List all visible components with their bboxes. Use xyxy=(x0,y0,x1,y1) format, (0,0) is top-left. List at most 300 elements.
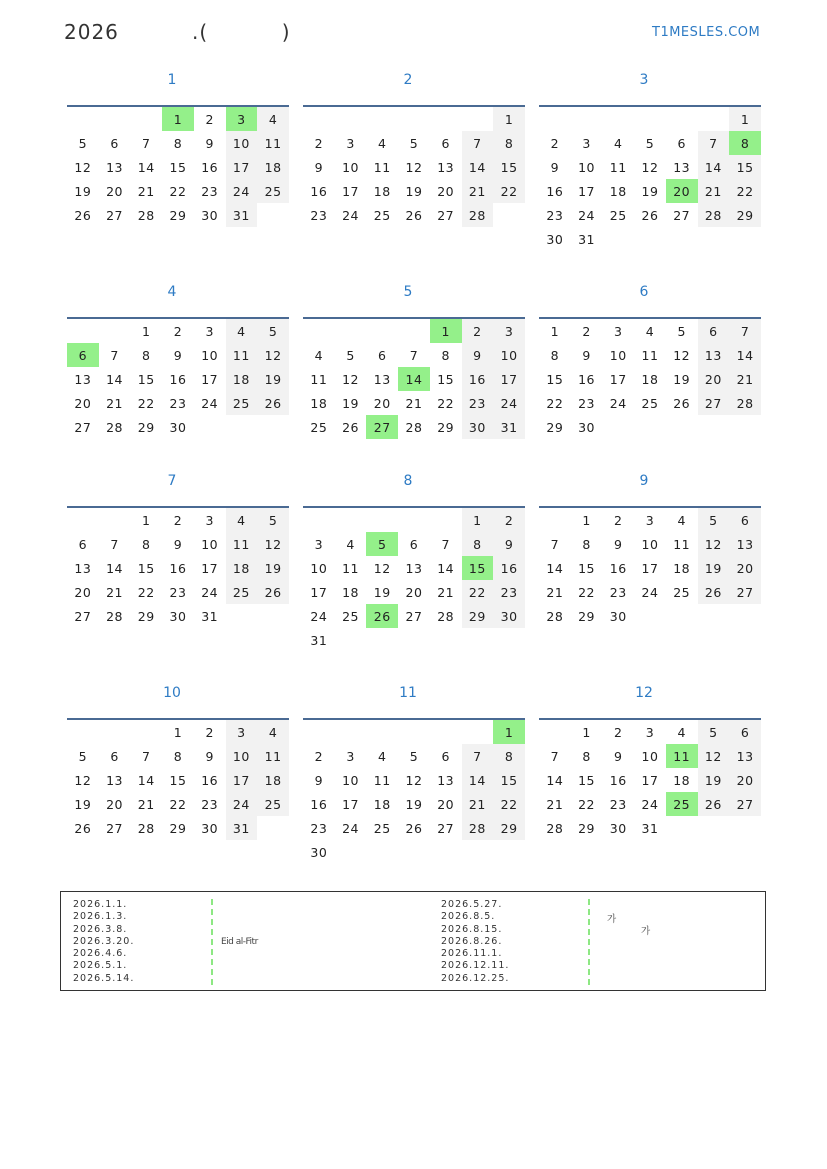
day-cell[interactable]: 10 xyxy=(342,159,359,175)
day-cell[interactable]: 29 xyxy=(462,604,494,628)
day-cell[interactable]: 22 xyxy=(137,584,155,600)
day-cell[interactable]: 22 xyxy=(578,796,595,812)
day-cell[interactable]: 6 xyxy=(78,536,88,552)
day-cell[interactable]: 12 xyxy=(257,343,289,367)
day-cell[interactable]: 22 xyxy=(437,395,455,411)
day-cell[interactable]: 27 xyxy=(106,207,123,223)
day-cell[interactable]: 11 xyxy=(257,131,289,155)
day-cell[interactable]: 6 xyxy=(441,135,450,151)
day-cell[interactable]: 6 xyxy=(409,536,419,552)
day-cell[interactable]: 21 xyxy=(437,584,455,600)
day-cell[interactable]: 4 xyxy=(346,536,355,552)
day-cell[interactable]: 27 xyxy=(673,207,691,223)
day-cell[interactable]: 10 xyxy=(342,772,359,788)
day-cell[interactable]: 26 xyxy=(257,391,289,415)
day-cell[interactable]: 25 xyxy=(373,207,391,223)
day-cell[interactable]: 26 xyxy=(74,820,92,836)
day-cell[interactable]: 9 xyxy=(173,347,183,363)
day-cell[interactable]: 5 xyxy=(78,135,88,151)
day-cell[interactable]: 29 xyxy=(137,608,155,624)
day-cell[interactable]: 13 xyxy=(729,532,761,556)
day-cell[interactable]: 17 xyxy=(342,183,359,199)
day-cell[interactable]: 5 xyxy=(677,323,686,339)
day-cell[interactable]: 3 xyxy=(205,323,214,339)
day-cell[interactable]: 26 xyxy=(673,395,691,411)
day-cell[interactable]: 8 xyxy=(493,131,525,155)
day-cell[interactable]: 12 xyxy=(342,371,359,387)
day-cell[interactable]: 24 xyxy=(201,395,219,411)
day-cell[interactable]: 16 xyxy=(310,183,328,199)
day-cell[interactable]: 13 xyxy=(729,744,761,768)
day-cell[interactable]: 10 xyxy=(578,159,595,175)
day-cell[interactable]: 28 xyxy=(437,608,455,624)
day-cell[interactable]: 4 xyxy=(257,106,289,131)
day-cell[interactable]: 21 xyxy=(546,796,564,812)
day-cell[interactable]: 19 xyxy=(698,556,730,580)
holiday-day-cell[interactable]: 6 xyxy=(67,343,99,367)
day-cell[interactable]: 31 xyxy=(226,203,258,227)
day-cell[interactable]: 4 xyxy=(614,135,623,151)
day-cell[interactable]: 23 xyxy=(201,183,219,199)
day-cell[interactable]: 15 xyxy=(546,371,564,387)
day-cell[interactable]: 31 xyxy=(578,231,595,247)
day-cell[interactable]: 11 xyxy=(226,532,258,556)
day-cell[interactable]: 16 xyxy=(169,371,187,387)
day-cell[interactable]: 15 xyxy=(137,371,155,387)
holiday-day-cell[interactable]: 1 xyxy=(493,719,525,744)
day-cell[interactable]: 25 xyxy=(226,391,258,415)
day-cell[interactable]: 22 xyxy=(729,179,761,203)
day-cell[interactable]: 9 xyxy=(173,536,183,552)
day-cell[interactable]: 10 xyxy=(201,347,219,363)
day-cell[interactable]: 16 xyxy=(578,371,595,387)
day-cell[interactable]: 8 xyxy=(582,536,591,552)
day-cell[interactable]: 13 xyxy=(437,772,455,788)
day-cell[interactable]: 25 xyxy=(342,608,359,624)
day-cell[interactable]: 11 xyxy=(257,744,289,768)
holiday-day-cell[interactable]: 26 xyxy=(366,604,398,628)
day-cell[interactable]: 9 xyxy=(550,159,560,175)
day-cell[interactable]: 24 xyxy=(641,796,659,812)
day-cell[interactable]: 30 xyxy=(310,844,328,860)
day-cell[interactable]: 4 xyxy=(677,724,686,740)
day-cell[interactable]: 18 xyxy=(373,796,391,812)
day-cell[interactable]: 18 xyxy=(342,584,359,600)
day-cell[interactable]: 28 xyxy=(462,203,494,227)
day-cell[interactable]: 12 xyxy=(698,744,730,768)
day-cell[interactable]: 10 xyxy=(226,744,258,768)
day-cell[interactable]: 11 xyxy=(641,347,659,363)
day-cell[interactable]: 12 xyxy=(373,560,391,576)
day-cell[interactable]: 18 xyxy=(226,367,258,391)
day-cell[interactable]: 16 xyxy=(310,796,328,812)
day-cell[interactable]: 8 xyxy=(173,748,183,764)
day-cell[interactable]: 3 xyxy=(346,135,355,151)
day-cell[interactable]: 25 xyxy=(673,584,691,600)
day-cell[interactable]: 12 xyxy=(673,347,691,363)
day-cell[interactable]: 20 xyxy=(74,584,92,600)
day-cell[interactable]: 13 xyxy=(373,371,391,387)
day-cell[interactable]: 3 xyxy=(645,512,655,528)
day-cell[interactable]: 3 xyxy=(346,748,355,764)
day-cell[interactable]: 6 xyxy=(110,135,119,151)
day-cell[interactable]: 24 xyxy=(578,207,595,223)
day-cell[interactable]: 17 xyxy=(578,183,595,199)
day-cell[interactable]: 7 xyxy=(441,536,450,552)
day-cell[interactable]: 2 xyxy=(493,507,525,532)
day-cell[interactable]: 27 xyxy=(405,608,423,624)
day-cell[interactable]: 28 xyxy=(106,419,123,435)
day-cell[interactable]: 9 xyxy=(314,772,324,788)
day-cell[interactable]: 26 xyxy=(342,419,359,435)
holiday-day-cell[interactable]: 8 xyxy=(729,131,761,155)
day-cell[interactable]: 12 xyxy=(698,532,730,556)
day-cell[interactable]: 30 xyxy=(609,608,627,624)
day-cell[interactable]: 21 xyxy=(106,584,123,600)
day-cell[interactable]: 30 xyxy=(493,604,525,628)
day-cell[interactable]: 7 xyxy=(110,347,119,363)
day-cell[interactable]: 21 xyxy=(405,395,423,411)
day-cell[interactable]: 14 xyxy=(462,155,494,179)
day-cell[interactable]: 5 xyxy=(78,748,88,764)
day-cell[interactable]: 20 xyxy=(405,584,423,600)
day-cell[interactable]: 28 xyxy=(546,608,564,624)
day-cell[interactable]: 24 xyxy=(310,608,328,624)
day-cell[interactable]: 14 xyxy=(137,772,155,788)
day-cell[interactable]: 7 xyxy=(462,131,494,155)
day-cell[interactable]: 14 xyxy=(106,371,123,387)
day-cell[interactable]: 3 xyxy=(226,719,258,744)
day-cell[interactable]: 17 xyxy=(342,796,359,812)
day-cell[interactable]: 10 xyxy=(226,131,258,155)
day-cell[interactable]: 26 xyxy=(698,792,730,816)
day-cell[interactable]: 6 xyxy=(677,135,686,151)
day-cell[interactable]: 2 xyxy=(173,512,183,528)
day-cell[interactable]: 15 xyxy=(729,155,761,179)
day-cell[interactable]: 16 xyxy=(546,183,564,199)
day-cell[interactable]: 5 xyxy=(346,347,355,363)
day-cell[interactable]: 18 xyxy=(673,772,691,788)
holiday-day-cell[interactable]: 14 xyxy=(398,367,430,391)
day-cell[interactable]: 3 xyxy=(645,724,655,740)
day-cell[interactable]: 4 xyxy=(226,507,258,532)
day-cell[interactable]: 1 xyxy=(550,323,560,339)
day-cell[interactable]: 7 xyxy=(550,748,560,764)
day-cell[interactable]: 23 xyxy=(462,391,494,415)
day-cell[interactable]: 9 xyxy=(582,347,591,363)
day-cell[interactable]: 2 xyxy=(462,318,494,343)
day-cell[interactable]: 20 xyxy=(106,796,123,812)
day-cell[interactable]: 19 xyxy=(373,584,391,600)
day-cell[interactable]: 29 xyxy=(729,203,761,227)
day-cell[interactable]: 27 xyxy=(729,580,761,604)
day-cell[interactable]: 29 xyxy=(546,419,564,435)
day-cell[interactable]: 8 xyxy=(550,347,560,363)
holiday-day-cell[interactable]: 15 xyxy=(462,556,494,580)
day-cell[interactable]: 29 xyxy=(493,816,525,840)
day-cell[interactable]: 2 xyxy=(614,724,623,740)
day-cell[interactable]: 22 xyxy=(546,395,564,411)
holiday-day-cell[interactable]: 20 xyxy=(666,179,698,203)
day-cell[interactable]: 13 xyxy=(405,560,423,576)
day-cell[interactable]: 20 xyxy=(729,556,761,580)
day-cell[interactable]: 12 xyxy=(405,772,423,788)
day-cell[interactable]: 24 xyxy=(493,391,525,415)
day-cell[interactable]: 4 xyxy=(314,347,324,363)
day-cell[interactable]: 31 xyxy=(641,820,659,836)
day-cell[interactable]: 3 xyxy=(205,512,214,528)
day-cell[interactable]: 31 xyxy=(310,632,328,648)
day-cell[interactable]: 29 xyxy=(437,419,455,435)
day-cell[interactable]: 16 xyxy=(201,772,219,788)
day-cell[interactable]: 19 xyxy=(257,367,289,391)
day-cell[interactable]: 19 xyxy=(405,796,423,812)
day-cell[interactable]: 10 xyxy=(641,748,659,764)
day-cell[interactable]: 16 xyxy=(462,367,494,391)
site-logo[interactable]: T1MESLES.COM xyxy=(652,25,761,40)
day-cell[interactable]: 28 xyxy=(405,419,423,435)
day-cell[interactable]: 23 xyxy=(201,796,219,812)
day-cell[interactable]: 13 xyxy=(673,159,691,175)
day-cell[interactable]: 28 xyxy=(106,608,123,624)
day-cell[interactable]: 1 xyxy=(462,507,494,532)
day-cell[interactable]: 10 xyxy=(310,560,328,576)
day-cell[interactable]: 9 xyxy=(462,343,494,367)
day-cell[interactable]: 18 xyxy=(373,183,391,199)
day-cell[interactable]: 21 xyxy=(462,179,494,203)
day-cell[interactable]: 7 xyxy=(142,135,151,151)
day-cell[interactable]: 19 xyxy=(74,796,92,812)
day-cell[interactable]: 30 xyxy=(201,207,219,223)
day-cell[interactable]: 17 xyxy=(226,155,258,179)
day-cell[interactable]: 30 xyxy=(462,415,494,439)
day-cell[interactable]: 23 xyxy=(493,580,525,604)
day-cell[interactable]: 28 xyxy=(698,203,730,227)
day-cell[interactable]: 18 xyxy=(641,371,659,387)
day-cell[interactable]: 28 xyxy=(546,820,564,836)
day-cell[interactable]: 27 xyxy=(437,207,455,223)
day-cell[interactable]: 17 xyxy=(201,560,219,576)
day-cell[interactable]: 11 xyxy=(373,159,391,175)
day-cell[interactable]: 15 xyxy=(437,371,455,387)
day-cell[interactable]: 12 xyxy=(74,772,92,788)
day-cell[interactable]: 18 xyxy=(257,768,289,792)
day-cell[interactable]: 20 xyxy=(106,183,123,199)
holiday-day-cell[interactable]: 11 xyxy=(666,744,698,768)
day-cell[interactable]: 23 xyxy=(310,820,328,836)
day-cell[interactable]: 2 xyxy=(314,135,324,151)
day-cell[interactable]: 8 xyxy=(462,532,494,556)
day-cell[interactable]: 5 xyxy=(698,719,730,744)
day-cell[interactable]: 26 xyxy=(641,207,659,223)
day-cell[interactable]: 13 xyxy=(74,560,92,576)
day-cell[interactable]: 3 xyxy=(582,135,591,151)
day-cell[interactable]: 29 xyxy=(169,207,187,223)
day-cell[interactable]: 7 xyxy=(550,536,560,552)
day-cell[interactable]: 29 xyxy=(578,820,595,836)
day-cell[interactable]: 6 xyxy=(378,347,387,363)
day-cell[interactable]: 25 xyxy=(641,395,659,411)
day-cell[interactable]: 12 xyxy=(74,159,92,175)
day-cell[interactable]: 5 xyxy=(257,318,289,343)
day-cell[interactable]: 19 xyxy=(698,768,730,792)
day-cell[interactable]: 21 xyxy=(546,584,564,600)
day-cell[interactable]: 1 xyxy=(582,512,591,528)
day-cell[interactable]: 28 xyxy=(462,816,494,840)
day-cell[interactable]: 21 xyxy=(106,395,123,411)
day-cell[interactable]: 7 xyxy=(698,131,730,155)
day-cell[interactable]: 16 xyxy=(169,560,187,576)
day-cell[interactable]: 28 xyxy=(137,207,155,223)
day-cell[interactable]: 23 xyxy=(578,395,595,411)
day-cell[interactable]: 21 xyxy=(729,367,761,391)
day-cell[interactable]: 11 xyxy=(310,371,328,387)
day-cell[interactable]: 2 xyxy=(314,748,324,764)
day-cell[interactable]: 23 xyxy=(609,584,627,600)
day-cell[interactable]: 11 xyxy=(226,343,258,367)
day-cell[interactable]: 1 xyxy=(729,106,761,131)
holiday-day-cell[interactable]: 27 xyxy=(366,415,398,439)
day-cell[interactable]: 29 xyxy=(169,820,187,836)
day-cell[interactable]: 13 xyxy=(74,371,92,387)
day-cell[interactable]: 26 xyxy=(405,820,423,836)
day-cell[interactable]: 24 xyxy=(226,179,258,203)
day-cell[interactable]: 3 xyxy=(314,536,324,552)
day-cell[interactable]: 1 xyxy=(582,724,591,740)
day-cell[interactable]: 2 xyxy=(173,323,183,339)
day-cell[interactable]: 22 xyxy=(493,179,525,203)
day-cell[interactable]: 5 xyxy=(409,135,419,151)
day-cell[interactable]: 19 xyxy=(342,395,359,411)
day-cell[interactable]: 4 xyxy=(257,719,289,744)
day-cell[interactable]: 15 xyxy=(169,772,187,788)
day-cell[interactable]: 10 xyxy=(641,536,659,552)
day-cell[interactable]: 24 xyxy=(201,584,219,600)
day-cell[interactable]: 1 xyxy=(493,106,525,131)
day-cell[interactable]: 17 xyxy=(493,367,525,391)
day-cell[interactable]: 20 xyxy=(437,183,455,199)
day-cell[interactable]: 17 xyxy=(609,371,627,387)
day-cell[interactable]: 4 xyxy=(226,318,258,343)
day-cell[interactable]: 2 xyxy=(550,135,560,151)
day-cell[interactable]: 26 xyxy=(257,580,289,604)
day-cell[interactable]: 2 xyxy=(205,724,214,740)
day-cell[interactable]: 19 xyxy=(673,371,691,387)
day-cell[interactable]: 7 xyxy=(110,536,119,552)
day-cell[interactable]: 21 xyxy=(462,792,494,816)
day-cell[interactable]: 15 xyxy=(493,768,525,792)
day-cell[interactable]: 18 xyxy=(310,395,328,411)
day-cell[interactable]: 22 xyxy=(137,395,155,411)
holiday-day-cell[interactable]: 25 xyxy=(666,792,698,816)
holiday-day-cell[interactable]: 5 xyxy=(366,532,398,556)
day-cell[interactable]: 9 xyxy=(205,135,214,151)
day-cell[interactable]: 17 xyxy=(201,371,219,387)
day-cell[interactable]: 4 xyxy=(378,135,387,151)
day-cell[interactable]: 29 xyxy=(578,608,595,624)
day-cell[interactable]: 6 xyxy=(441,748,450,764)
day-cell[interactable]: 4 xyxy=(645,323,655,339)
day-cell[interactable]: 11 xyxy=(673,536,691,552)
day-cell[interactable]: 6 xyxy=(729,507,761,532)
holiday-day-cell[interactable]: 1 xyxy=(162,106,194,131)
holiday-day-cell[interactable]: 3 xyxy=(226,106,258,131)
day-cell[interactable]: 18 xyxy=(609,183,627,199)
day-cell[interactable]: 24 xyxy=(342,207,359,223)
day-cell[interactable]: 28 xyxy=(137,820,155,836)
day-cell[interactable]: 16 xyxy=(201,159,219,175)
day-cell[interactable]: 15 xyxy=(137,560,155,576)
day-cell[interactable]: 30 xyxy=(546,231,564,247)
day-cell[interactable]: 5 xyxy=(698,507,730,532)
day-cell[interactable]: 1 xyxy=(173,724,183,740)
day-cell[interactable]: 3 xyxy=(614,323,623,339)
day-cell[interactable]: 17 xyxy=(641,772,659,788)
day-cell[interactable]: 23 xyxy=(169,584,187,600)
day-cell[interactable]: 9 xyxy=(614,536,623,552)
day-cell[interactable]: 21 xyxy=(137,183,155,199)
day-cell[interactable]: 20 xyxy=(437,796,455,812)
day-cell[interactable]: 18 xyxy=(226,556,258,580)
day-cell[interactable]: 14 xyxy=(546,772,564,788)
day-cell[interactable]: 19 xyxy=(641,183,659,199)
day-cell[interactable]: 13 xyxy=(106,772,123,788)
day-cell[interactable]: 26 xyxy=(698,580,730,604)
day-cell[interactable]: 23 xyxy=(310,207,328,223)
day-cell[interactable]: 7 xyxy=(462,744,494,768)
day-cell[interactable]: 12 xyxy=(405,159,423,175)
day-cell[interactable]: 8 xyxy=(493,744,525,768)
day-cell[interactable]: 25 xyxy=(257,792,289,816)
day-cell[interactable]: 21 xyxy=(137,796,155,812)
day-cell[interactable]: 25 xyxy=(609,207,627,223)
day-cell[interactable]: 19 xyxy=(405,183,423,199)
day-cell[interactable]: 22 xyxy=(169,183,187,199)
day-cell[interactable]: 5 xyxy=(645,135,655,151)
day-cell[interactable]: 16 xyxy=(609,560,627,576)
holiday-day-cell[interactable]: 1 xyxy=(430,318,462,343)
day-cell[interactable]: 15 xyxy=(578,560,595,576)
day-cell[interactable]: 8 xyxy=(142,347,151,363)
day-cell[interactable]: 2 xyxy=(205,111,214,127)
day-cell[interactable]: 15 xyxy=(578,772,595,788)
day-cell[interactable]: 19 xyxy=(257,556,289,580)
day-cell[interactable]: 8 xyxy=(142,536,151,552)
day-cell[interactable]: 10 xyxy=(201,536,219,552)
day-cell[interactable]: 11 xyxy=(373,772,391,788)
day-cell[interactable]: 17 xyxy=(310,584,328,600)
day-cell[interactable]: 4 xyxy=(677,512,686,528)
day-cell[interactable]: 29 xyxy=(137,419,155,435)
day-cell[interactable]: 10 xyxy=(493,343,525,367)
day-cell[interactable]: 25 xyxy=(226,580,258,604)
day-cell[interactable]: 3 xyxy=(493,318,525,343)
day-cell[interactable]: 8 xyxy=(441,347,450,363)
day-cell[interactable]: 6 xyxy=(698,318,730,343)
day-cell[interactable]: 27 xyxy=(106,820,123,836)
day-cell[interactable]: 31 xyxy=(493,415,525,439)
day-cell[interactable]: 16 xyxy=(609,772,627,788)
day-cell[interactable]: 22 xyxy=(578,584,595,600)
day-cell[interactable]: 8 xyxy=(173,135,183,151)
day-cell[interactable]: 30 xyxy=(578,419,595,435)
day-cell[interactable]: 17 xyxy=(641,560,659,576)
day-cell[interactable]: 26 xyxy=(74,207,92,223)
day-cell[interactable]: 23 xyxy=(609,796,627,812)
day-cell[interactable]: 15 xyxy=(493,155,525,179)
day-cell[interactable]: 25 xyxy=(373,820,391,836)
day-cell[interactable]: 25 xyxy=(257,179,289,203)
